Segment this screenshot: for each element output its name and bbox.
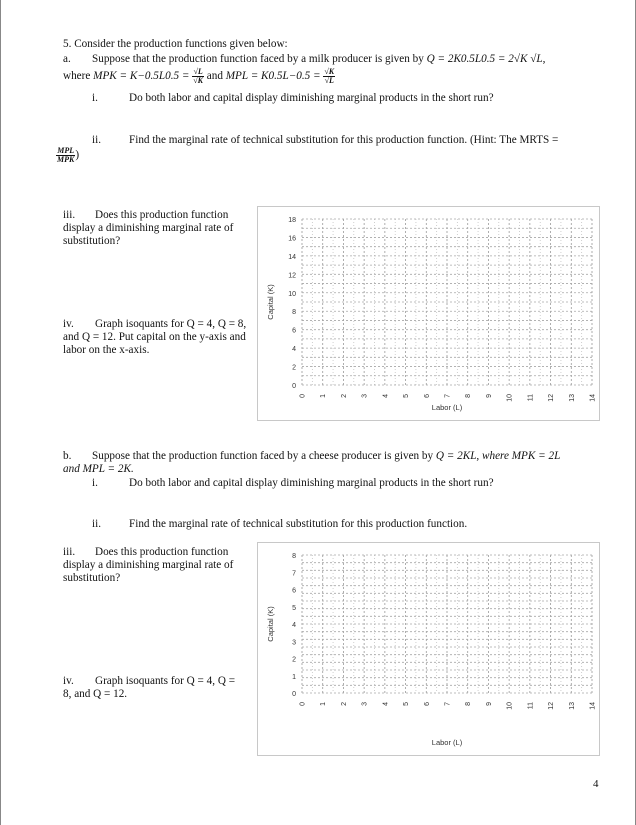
x-tick-label: 9 <box>485 702 493 706</box>
part-a-line1 <box>92 53 545 66</box>
y-tick-label: 4 <box>292 346 296 354</box>
part-a-iv-label: iv. <box>63 318 74 330</box>
mpk-frac-den: √K <box>193 76 203 85</box>
graph-b-chart <box>258 543 599 755</box>
x-tick-label: 6 <box>423 702 431 706</box>
x-tick-label: 9 <box>485 394 493 398</box>
x-tick-label: 10 <box>506 702 514 710</box>
part-a-mpl-fraction <box>323 68 335 85</box>
x-tick-label: 11 <box>527 394 535 402</box>
part-a-i-label: i. <box>92 92 98 104</box>
graph-b-container <box>257 542 600 756</box>
part-a-mpk: MPK = K−0.5L0.5 = <box>93 70 190 83</box>
x-tick-label: 4 <box>382 702 390 706</box>
page-number: 4 <box>593 778 599 790</box>
part-a-label: a. <box>63 53 71 65</box>
y-tick-label: 10 <box>288 290 296 298</box>
part-b-ii-text: Find the marginal rate of technical substitution for this production function. <box>129 518 468 530</box>
part-a-line2 <box>63 68 335 85</box>
x-tick-label: 14 <box>589 702 597 710</box>
hint-close-paren: ) <box>75 149 80 162</box>
x-tick-label: 7 <box>444 394 452 398</box>
x-tick-label: 11 <box>527 702 535 710</box>
x-tick-label: 5 <box>403 394 411 398</box>
part-b-iii-text: Does this production function display a diminishing marginal rate of substitution? <box>63 546 234 584</box>
part-a-equation: Q = 2K0.5L0.5 = 2√K √L, <box>426 53 546 65</box>
mpl-frac-num: √K <box>324 67 335 76</box>
y-tick-label: 18 <box>288 217 296 224</box>
part-a-ii-label: ii. <box>92 134 102 146</box>
mrts-frac-den: MPK <box>57 155 75 164</box>
part-b-label: b. <box>63 450 72 462</box>
graph-a-chart <box>258 207 599 420</box>
y-tick-label: 6 <box>292 587 296 595</box>
x-tick-label: 13 <box>568 702 576 710</box>
part-a-i-text: Do both labor and capital display diminishing marginal products in the short run? <box>129 92 494 104</box>
part-a-and: and <box>206 70 223 83</box>
x-tick-label: 1 <box>320 702 328 706</box>
question-intro: 5. Consider the production functions given below: <box>63 38 288 50</box>
part-a-mpl: MPL = K0.5L−0.5 = <box>225 70 321 83</box>
y-tick-label: 2 <box>292 656 296 664</box>
x-tick-label: 0 <box>299 394 307 398</box>
y-tick-label: 8 <box>292 309 296 317</box>
x-tick-label: 13 <box>568 394 576 402</box>
mrts-fraction <box>56 147 75 164</box>
part-b-line2: and MPL = 2K. <box>63 463 134 475</box>
y-tick-label: 12 <box>288 272 296 280</box>
y-tick-label: 7 <box>292 570 296 578</box>
mrts-frac-num: MPL <box>57 146 75 155</box>
x-axis-label: Labor (L) <box>431 403 463 412</box>
x-tick-label: 2 <box>340 394 348 398</box>
y-axis-label: Capital (K) <box>266 284 275 320</box>
y-tick-label: 16 <box>288 235 296 243</box>
part-a-mpk-fraction <box>192 68 204 85</box>
x-tick-label: 8 <box>465 702 473 706</box>
y-tick-label: 8 <box>292 553 296 560</box>
part-a-ii-hint-fraction <box>56 147 79 164</box>
y-axis-label: Capital (K) <box>266 606 275 642</box>
x-tick-label: 14 <box>589 394 597 402</box>
part-b-iii-label: iii. <box>63 546 76 558</box>
y-tick-label: 0 <box>292 691 296 698</box>
graph-a-container <box>257 206 600 421</box>
x-tick-label: 1 <box>320 394 328 398</box>
y-tick-label: 2 <box>292 364 296 372</box>
part-a-iii-text: Does this production function display a diminishing marginal rate of substitution? <box>63 209 234 247</box>
x-tick-label: 7 <box>444 702 452 706</box>
mpk-frac-num: √L <box>193 67 203 76</box>
part-a-iv-text: Graph isoquants for Q = 4, Q = 8, and Q = 12. Put capital on the y-axis and labor on the x-axis. <box>63 318 247 356</box>
y-tick-label: 1 <box>292 673 296 681</box>
part-a-ii-text: Find the marginal rate of technical substitution for this production function. (Hint: The MRTS = <box>129 134 559 146</box>
y-tick-label: 0 <box>292 383 296 390</box>
y-tick-label: 4 <box>292 622 296 629</box>
part-b-i-label: i. <box>92 477 98 489</box>
y-tick-label: 14 <box>288 253 296 261</box>
mpl-frac-den: √L <box>324 76 334 85</box>
x-tick-label: 12 <box>548 394 556 402</box>
x-tick-label: 12 <box>548 702 556 710</box>
x-tick-label: 2 <box>340 702 348 706</box>
y-tick-label: 6 <box>292 327 296 335</box>
y-tick-label: 5 <box>292 604 296 612</box>
part-b-line1 <box>92 450 560 463</box>
part-a-line1-text: Suppose that the production function faced by a milk producer is given by <box>92 53 424 65</box>
part-a-iii-label: iii. <box>63 209 76 221</box>
y-tick-label: 3 <box>292 639 296 647</box>
x-tick-label: 0 <box>299 702 307 706</box>
part-b-equation: Q = 2KL, where MPK = 2L <box>435 450 561 462</box>
x-tick-label: 5 <box>403 702 411 706</box>
part-a-where: where <box>63 70 91 83</box>
part-b-line1-text: Suppose that the production function faced by a cheese producer is given by <box>92 450 434 462</box>
x-axis-label: Labor (L) <box>431 738 463 747</box>
x-tick-label: 4 <box>382 394 390 398</box>
x-tick-label: 6 <box>423 394 431 398</box>
x-tick-label: 3 <box>361 702 369 706</box>
part-b-ii-label: ii. <box>92 518 102 530</box>
part-b-i-text: Do both labor and capital display diminishing marginal products in the short run? <box>129 477 494 489</box>
part-b-iv-text: Graph isoquants for Q = 4, Q = 8, and Q = 12. <box>63 675 236 700</box>
x-tick-label: 8 <box>465 394 473 398</box>
x-tick-label: 10 <box>506 394 514 402</box>
part-b-iv-label: iv. <box>63 675 74 687</box>
x-tick-label: 3 <box>361 394 369 398</box>
